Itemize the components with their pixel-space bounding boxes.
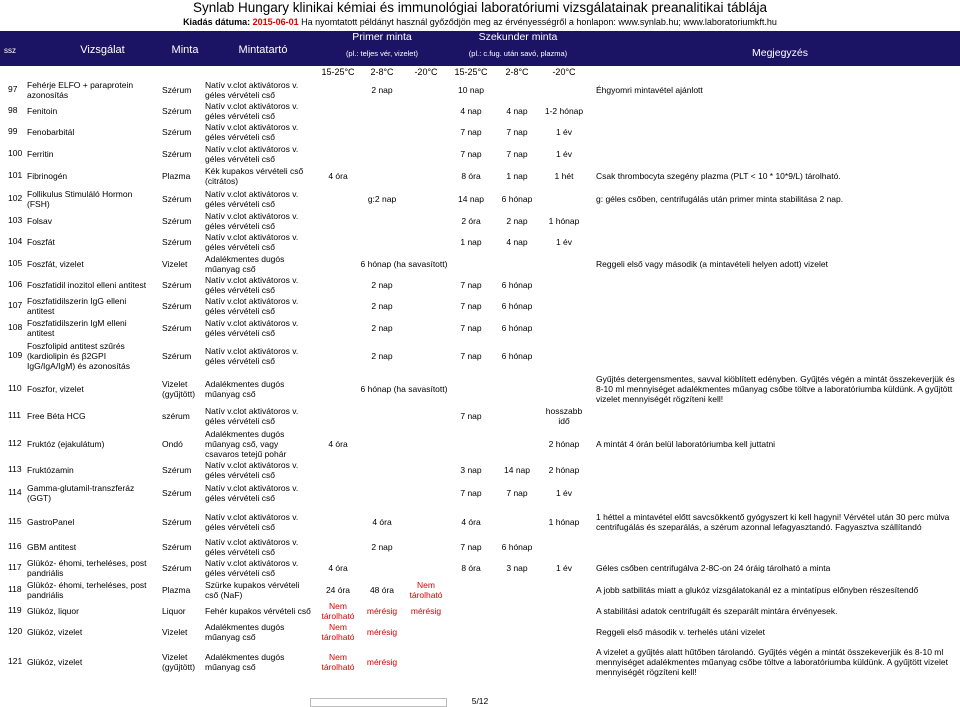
row-stability: 7 nap — [460, 541, 482, 552]
issued-line — [0, 17, 960, 28]
row-stability: mérésig — [366, 605, 398, 616]
row-sample: Szérum — [162, 84, 192, 95]
row-sample: Szérum — [162, 148, 192, 159]
row-stability: Nem tárolható — [321, 651, 355, 672]
row-container: Adalékmentes dugós műanyag cső — [205, 378, 285, 399]
row-stability: 7 nap — [460, 126, 482, 137]
row-sample: Szérum — [162, 236, 192, 247]
row-ssz: 120 — [8, 626, 23, 636]
row-stability: 14 nap — [458, 193, 484, 204]
row-stability: 1 nap — [460, 236, 482, 247]
row-container: Natív v.clot aktivátoros v. géles vérvételi cső — [205, 536, 299, 557]
row-ssz: 112 — [8, 438, 22, 448]
row-stability: 2 nap — [371, 300, 393, 311]
row-test-name: Glükóz, liquor — [27, 605, 79, 616]
row-note: Gyűjtés detergensmentes, savval kiöblített edényben. Gyűjtés végén a mintát összekeverjük és 8-10 ml mennyiséget adalékmentes műanyag csőbe töltve a laboratóriumba küldünk. A gyűjtött vizelet mennyiségét rögzíteni kell! — [596, 373, 955, 404]
row-stability: 1 hónap — [548, 215, 580, 226]
temp-header: -20°C — [552, 67, 576, 77]
issued-label: Kiadás dátuma: — [183, 17, 251, 27]
row-ssz: 102 — [8, 193, 23, 203]
col-header-vizsgalat: Vizsgálat — [60, 44, 145, 56]
row-container: Natív v.clot aktivátoros v. géles vérvételi cső — [205, 274, 299, 295]
row-stability: 1 hónap — [548, 516, 580, 527]
row-sample: Liquor — [162, 605, 186, 616]
row-test-name: Foszfor, vizelet — [27, 383, 84, 394]
row-test-name: GastroPanel — [27, 516, 75, 527]
row-ssz: 107 — [8, 300, 23, 310]
col-header-megjegyzes: Megjegyzés — [700, 47, 860, 59]
row-ssz: 105 — [8, 258, 23, 268]
row-sample: Plazma — [162, 584, 191, 595]
row-ssz: 115 — [8, 516, 22, 526]
row-test-name: Foszfolipid antitest szűrés (kardiolipin és β2GPI IgG/IgA/IgM) és azonosítás — [27, 340, 130, 371]
row-stability: 6 hónap — [501, 541, 533, 552]
row-stability: 7 nap — [460, 322, 482, 333]
row-stability: mérésig — [410, 605, 442, 616]
row-stability: 7 nap — [460, 148, 482, 159]
row-sample: Vizelet — [162, 626, 188, 637]
row-test-name: Foszfatidilszerin IgM elleni antitest — [27, 317, 127, 338]
row-stability: 7 nap — [506, 487, 528, 498]
row-stability: 2 hónap — [548, 438, 580, 449]
row-stability: 4 nap — [506, 236, 528, 247]
row-sample: Szérum — [162, 464, 192, 475]
row-ssz: 111 — [8, 410, 21, 420]
row-note: Reggeli első vagy második (a mintavételi helyen adott) vizelet — [596, 258, 828, 269]
row-stability: 2 nap — [371, 279, 393, 290]
row-test-name: Fruktóz (ejakulátum) — [27, 438, 105, 449]
row-stability: 1 hét — [554, 170, 574, 181]
row-test-name: Follikulus Stimuláló Hormon (FSH) — [27, 188, 133, 209]
row-stability: 2 nap — [371, 322, 393, 333]
row-test-name: Fibrinogén — [27, 170, 68, 181]
row-container: Natív v.clot aktivátoros v. géles vérvételi cső — [205, 345, 299, 366]
row-sample: Ondó — [162, 438, 183, 449]
row-stability: 7 nap — [506, 148, 528, 159]
row-sample: Vizelet (gyűjtött) — [162, 651, 196, 672]
col-header-minta: Minta — [160, 44, 210, 56]
row-stability: 3 nap — [506, 562, 528, 573]
row-test-name: Fenobarbitál — [27, 126, 75, 137]
row-sample: Vizelet — [162, 258, 188, 269]
row-note: Csak thrombocyta szegény plazma (PLT < 10 * 10*9/L) tárolható. — [596, 170, 841, 181]
row-note: Éhgyomri mintavétel ajánlott — [596, 84, 703, 95]
row-stability: 8 óra — [461, 170, 481, 181]
page-title: Synlab Hungary klinikai kémiai és immunológiai laboratóriumi vizsgálatainak preanalitikai táblája — [192, 0, 768, 15]
row-stability: 8 óra — [461, 562, 481, 573]
row-stability: 1-2 hónap — [544, 105, 584, 116]
row-ssz: 114 — [8, 487, 22, 497]
row-sample: Szérum — [162, 541, 192, 552]
row-container: Adalékmentes dugós műanyag cső, vagy csavaros tetejű pohár — [205, 428, 287, 459]
row-stability: 14 nap — [504, 464, 530, 475]
row-note: Géles csőben centrifugálva 2-8C-on 24 óráig tárolható a minta — [596, 562, 831, 573]
row-container: Adalékmentes dugós műanyag cső — [205, 651, 285, 672]
row-ssz: 106 — [8, 279, 23, 289]
row-note: Reggeli első második v. terhelés utáni vizelet — [596, 626, 765, 637]
row-sample: Vizelet (gyűjtött) — [162, 378, 196, 399]
row-note: g: géles csőben, centrifugálás után primer minta stabilitása 2 nap. — [596, 193, 844, 204]
row-test-name: Glükóz, vizelet — [27, 656, 83, 667]
row-container: Natív v.clot aktivátoros v. géles vérvételi cső — [205, 482, 299, 503]
row-ssz: 97 — [8, 84, 18, 94]
row-test-name: Fehérje ELFO + paraprotein azonosítás — [27, 79, 134, 100]
row-stability: 4 óra — [328, 438, 348, 449]
row-ssz: 109 — [8, 350, 23, 360]
row-container: Natív v.clot aktivátoros v. géles vérvételi cső — [205, 511, 299, 532]
row-test-name: Foszfát — [27, 236, 55, 247]
row-stability: 7 nap — [506, 126, 528, 137]
row-sample: Szérum — [162, 322, 192, 333]
row-stability: 2 nap — [371, 84, 393, 95]
row-stability: 1 év — [555, 126, 573, 137]
row-sample: Szérum — [162, 215, 192, 226]
row-stability: 6 hónap — [501, 300, 533, 311]
row-ssz: 117 — [8, 562, 22, 572]
row-stability: mérésig — [366, 626, 398, 637]
temp-header: -20°C — [414, 67, 438, 77]
row-test-name: Foszfatidilszerin IgG elleni antitest — [27, 295, 127, 316]
row-stability: 3 nap — [460, 464, 482, 475]
row-stability: 10 nap — [458, 84, 484, 95]
row-test-name: Gamma-glutamil-transzferáz (GGT) — [27, 482, 135, 503]
row-stability: 6 hónap — [501, 279, 533, 290]
row-container: Natív v.clot aktivátoros v. géles vérvételi cső — [205, 405, 299, 426]
temp-header: 2-8°C — [505, 67, 529, 77]
row-sample: Szérum — [162, 487, 192, 498]
row-stability: Nem tárolható — [321, 621, 355, 642]
row-ssz: 108 — [8, 322, 23, 332]
row-container: Natív v.clot aktivátoros v. géles vérvételi cső — [205, 100, 299, 121]
row-stability: 4 óra — [328, 562, 348, 573]
issued-date: 2015-06-01 — [252, 17, 299, 27]
row-sample: szérum — [162, 410, 190, 421]
row-stability: 2 nap — [371, 541, 393, 552]
row-container: Natív v.clot aktivátoros v. géles vérvételi cső — [205, 557, 299, 578]
row-stability: 6 hónap — [501, 322, 533, 333]
row-sample: Szérum — [162, 516, 192, 527]
row-stability: Nem tárolható — [321, 600, 355, 621]
row-test-name: Ferritin — [27, 148, 54, 159]
col-header-primer-note: (pl.: teljes vér, vizelet) — [316, 47, 448, 59]
row-container: Adalékmentes dugós műanyag cső — [205, 621, 285, 642]
row-stability: 4 nap — [506, 105, 528, 116]
row-test-name: Fruktózamin — [27, 464, 74, 475]
issued-note: Ha nyomtatott példányt használ győződjön meg az érvényességről a honlapon: www.synlab.hu; www.laboratoriumkft.hu — [301, 17, 777, 27]
row-container: Natív v.clot aktivátoros v. géles vérvételi cső — [205, 79, 299, 100]
col-header-ssz: ssz — [0, 44, 20, 56]
row-sample: Szérum — [162, 562, 192, 573]
row-test-name: Glükóz, vizelet — [27, 626, 83, 637]
row-stability: 48 óra — [369, 584, 395, 595]
row-note: A jobb satbilitás miatt a glukóz vizsgálatokanál ez a mintatípus előnyben részesítendő — [596, 584, 919, 595]
row-sample: Plazma — [162, 170, 191, 181]
row-stability: 7 nap — [460, 279, 482, 290]
row-sample: Szérum — [162, 350, 192, 361]
row-stability: g:2 nap — [367, 193, 397, 204]
row-stability: 1 nap — [506, 170, 528, 181]
row-stability: 7 nap — [460, 410, 482, 421]
row-stability: 6 hónap (ha savasított) — [360, 258, 448, 269]
row-stability: 7 nap — [460, 350, 482, 361]
row-stability: 1 év — [555, 148, 573, 159]
row-stability: 4 óra — [372, 516, 392, 527]
row-sample: Szérum — [162, 105, 192, 116]
row-stability: 1 év — [555, 562, 573, 573]
row-sample: Szérum — [162, 279, 192, 290]
row-container: Natív v.clot aktivátoros v. géles vérvételi cső — [205, 143, 299, 164]
row-stability: 2 nap — [371, 350, 393, 361]
row-test-name: Foszfatidil inozitol elleni antitest — [27, 279, 147, 290]
temp-header: 2-8°C — [370, 67, 394, 77]
footer-box — [310, 698, 447, 707]
row-ssz: 110 — [8, 383, 22, 393]
col-header-szekunder-note: (pl.: c.fug. után savó, plazma) — [448, 47, 588, 59]
row-test-name: Glükóz- éhomi, terheléses, post pandriális — [27, 557, 147, 578]
row-stability: 2 óra — [461, 215, 481, 226]
row-ssz: 103 — [8, 215, 23, 225]
row-sample: Szérum — [162, 300, 192, 311]
row-ssz: 116 — [8, 541, 22, 551]
row-container: Natív v.clot aktivátoros v. géles vérvételi cső — [205, 317, 299, 338]
row-note: A mintát 4 órán belül laboratóriumba kell juttatni — [596, 438, 776, 449]
row-stability: hosszabb idő — [545, 405, 583, 426]
row-note: 1 héttel a mintavétel előtt savcsökkentő gyógyszert ki kell hagyni! Vérvétel után 30 perc múlva centrifugálás és szeparálás, a szérum azonnal lefagyasztandó. Fagyasztva szállítandó — [596, 511, 950, 532]
row-ssz: 99 — [8, 126, 18, 136]
row-stability: 1 év — [555, 487, 573, 498]
row-test-name: Folsav — [27, 215, 53, 226]
row-stability: Nem tárolható — [409, 579, 443, 600]
page-number: 5/12 — [471, 696, 489, 706]
row-stability: 7 nap — [460, 300, 482, 311]
row-ssz: 98 — [8, 105, 18, 115]
row-container: Natív v.clot aktivátoros v. géles vérvételi cső — [205, 459, 299, 480]
row-stability: 4 óra — [328, 170, 348, 181]
row-container: Fehér kupakos vérvételi cső — [205, 605, 311, 616]
row-stability: 2 hónap — [548, 464, 580, 475]
row-container: Adalékmentes dugós műanyag cső — [205, 253, 285, 274]
row-stability: mérésig — [366, 656, 398, 667]
row-stability: 4 óra — [461, 516, 481, 527]
row-container: Natív v.clot aktivátoros v. géles vérvételi cső — [205, 231, 299, 252]
row-container: Natív v.clot aktivátoros v. géles vérvételi cső — [205, 210, 299, 231]
row-ssz: 119 — [8, 605, 22, 615]
row-container: Natív v.clot aktivátoros v. géles vérvételi cső — [205, 188, 299, 209]
row-container: Szürke kupakos vérvételi cső (NaF) — [205, 579, 300, 600]
col-header-primer: Primer minta — [316, 31, 448, 43]
row-ssz: 121 — [8, 656, 23, 666]
row-stability: 6 hónap — [501, 350, 533, 361]
row-test-name: GBM antitest — [27, 541, 77, 552]
col-header-mintatarto: Mintatartó — [228, 44, 298, 56]
row-container: Kék kupakos vérvételi cső (citrátos) — [205, 165, 304, 186]
row-ssz: 100 — [8, 148, 23, 158]
row-note: A stabilitási adatok centrifugált és szeparált mintára érvényesek. — [596, 605, 838, 616]
row-stability: 24 óra — [325, 584, 351, 595]
row-ssz: 101 — [8, 170, 23, 180]
row-test-name: Foszfát, vizelet — [27, 258, 84, 269]
row-container: Natív v.clot aktivátoros v. géles vérvételi cső — [205, 295, 299, 316]
row-ssz: 113 — [8, 464, 22, 474]
temp-header: 15-25°C — [454, 67, 488, 77]
row-stability: 1 év — [555, 236, 573, 247]
row-note: A vizelet a gyűjtés alatt hűtőben tárolandó. Gyűjtés végén a mintát összekeverjük és 8-10 ml mennyiséget adalékmentes műanyag csőbe töltve a laboratóriumba küldünk. A gyűjtött vizelet mennyiségét rögzíteni kell! — [596, 646, 949, 677]
row-test-name: Fenitoin — [27, 105, 58, 116]
row-test-name: Free Béta HCG — [27, 410, 86, 421]
row-ssz: 104 — [8, 236, 23, 246]
row-test-name: Glükóz- éhomi, terheléses, post pandriális — [27, 579, 147, 600]
row-container: Natív v.clot aktivátoros v. géles vérvételi cső — [205, 121, 299, 142]
temp-header: 15-25°C — [321, 67, 355, 77]
col-header-szekunder: Szekunder minta — [448, 31, 588, 43]
row-stability: 2 nap — [506, 215, 528, 226]
row-stability: 4 nap — [460, 105, 482, 116]
row-stability: 7 nap — [460, 487, 482, 498]
row-stability: 6 hónap — [501, 193, 533, 204]
row-sample: Szérum — [162, 193, 192, 204]
row-sample: Szérum — [162, 126, 192, 137]
row-ssz: 118 — [8, 584, 22, 594]
row-stability: 6 hónap (ha savasított) — [360, 383, 448, 394]
